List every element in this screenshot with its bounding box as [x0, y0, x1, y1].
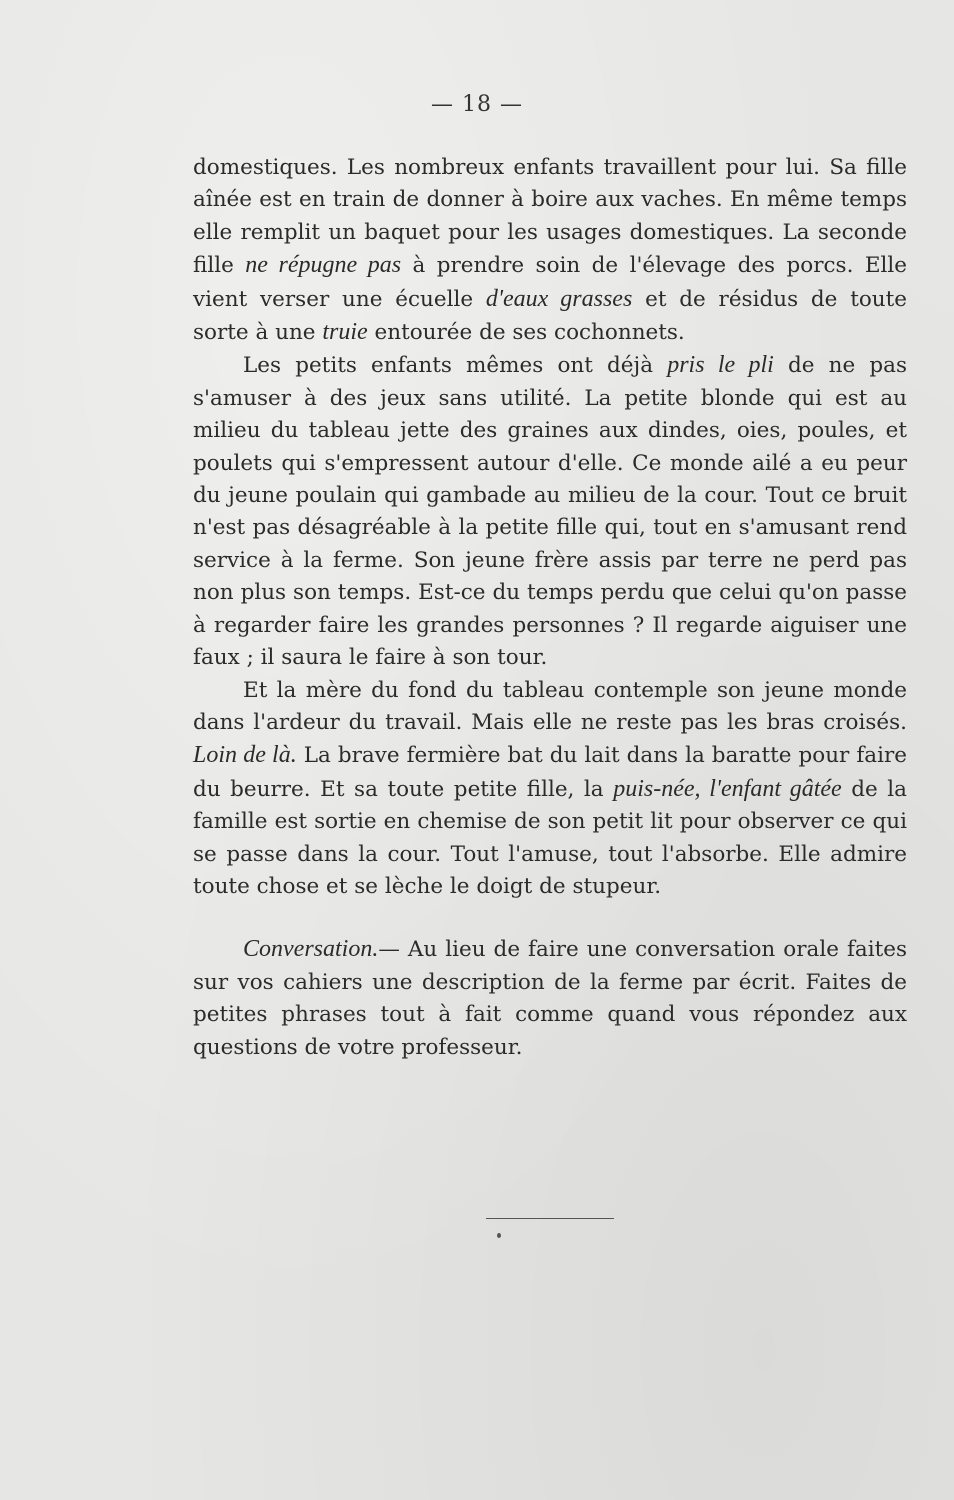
text-run: — Au lieu de faire une conversation orale faites sur vos cahiers une description de la ferme par écrit. Faites de petites phrases tout à fait comme quand vous répondez aux questions de votre professeur.: [193, 937, 907, 1060]
text-run: et de résidus de toute sorte à une: [193, 286, 908, 346]
italic-run: d'eaux grasses: [485, 285, 633, 312]
text-run: Les petits enfants mêmes ont déjà: [243, 353, 668, 379]
italic-run: ne répugne pas: [245, 252, 402, 279]
paragraph-conversation: [193, 933, 907, 1064]
italic-run: truie: [322, 319, 368, 346]
text-run: La brave fermière bat du lait dans la baratte pour faire du beurre. Et sa toute petite fille, la: [193, 743, 907, 802]
italic-run: Loin de là.: [193, 742, 297, 769]
text-run: à prendre soin de l'élevage des porcs. Elle vient verser une écuelle: [193, 253, 908, 312]
body-text: [193, 152, 907, 1064]
text-run: entourée de ses cochonnets.: [367, 320, 685, 346]
italic-run: puis-née, l'enfant gâtée: [613, 775, 842, 802]
page-number: — 18 —: [431, 92, 523, 117]
paragraph-1: [193, 152, 907, 349]
paragraph-3: [193, 675, 907, 904]
italic-run: pris le pli: [667, 352, 774, 379]
text-run: Et la mère du fond du tableau contemple son jeune monde dans l'ardeur du travail. Mais elle ne reste pas les bras croisés.: [193, 677, 907, 735]
paragraph-2: [193, 349, 907, 674]
text-run: domestiques. Les nombreux enfants travaillent pour lui. Sa fille aînée est en train de donner à boire aux vaches. En même temps elle remplit un baquet pour les usages domestiques. La seconde fille: [193, 155, 907, 279]
italic-run: Conversation.: [243, 936, 379, 963]
ink-speck: [497, 1233, 501, 1238]
end-rule-divider: [486, 1218, 614, 1219]
text-run: de la famille est sortie en chemise de son petit lit pour observer ce qui se passe dans la cour. Tout l'amuse, tout l'absorbe. Elle admire toute chose et se lèche le doigt de stupeur.: [193, 776, 907, 899]
text-run: de ne pas s'amuser à des jeux sans utilité. La petite blonde qui est au milieu du tableau jette des graines aux dindes, oies, poules, et poulets qui s'empressent autour d'elle. Ce monde ailé a eu peur du jeune poulain qui gambade au milieu de la cour. Tout ce bruit n'est pas désagréable à la petite fille qui, tout en s'amusant rend service à la ferme. Son jeune frère assis par terre ne perd pas non plus son temps. Est-ce du temps perdu que celui qu'on passe à regarder faire les grandes personnes ? Il regarde aiguiser une faux ; il saura le faire à son tour.: [193, 353, 907, 671]
